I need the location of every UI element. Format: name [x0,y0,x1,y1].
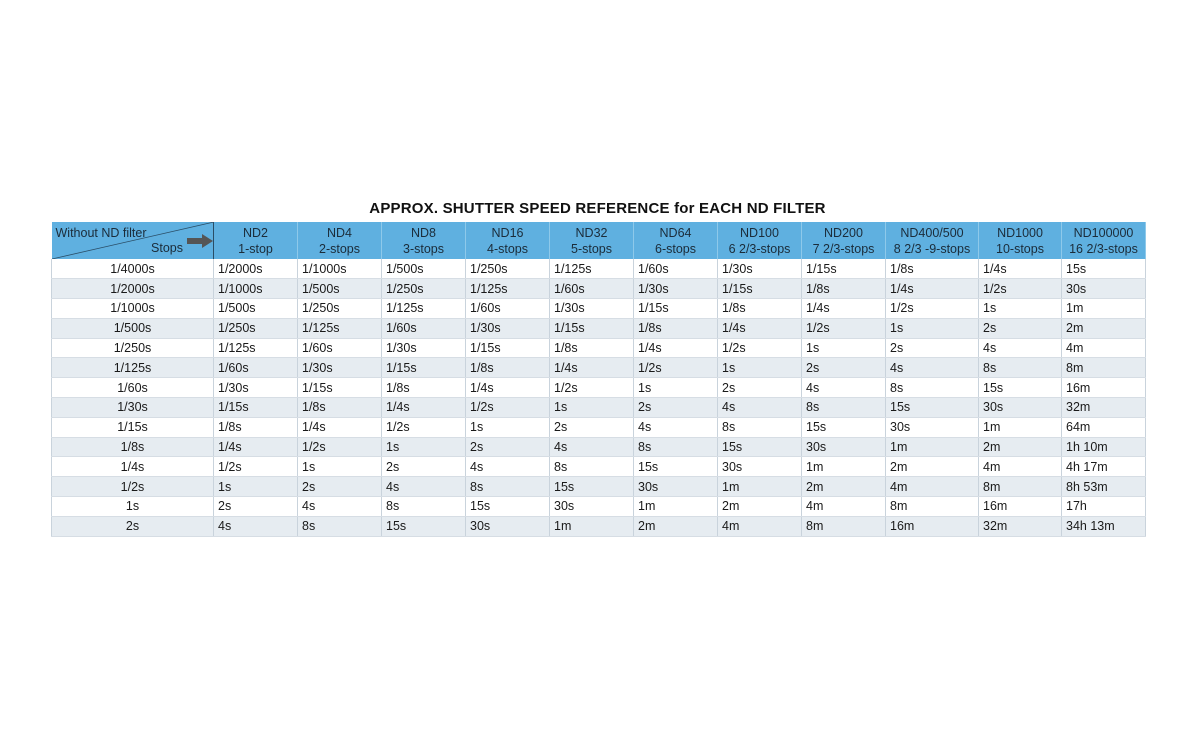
shutter-speed-cell: 1/4s [718,318,802,338]
column-header-nd16 [466,222,550,259]
filter-stops: 6 2/3-stops [728,241,791,256]
shutter-speed-cell: 1s [298,457,382,477]
shutter-speed-cell: 4s [802,378,886,398]
column-header-nd4 [298,222,382,259]
shutter-speed-cell: 1/8s [550,338,634,358]
shutter-speed-cell: 1/30s [466,318,550,338]
shutter-speed-cell: 8m [1062,358,1146,378]
filter-name: ND400/500 [900,225,964,240]
column-header-nd100000 [1062,222,1146,259]
shutter-speed-cell: 30s [886,417,979,437]
base-shutter-cell: 1/2000s [52,279,214,299]
shutter-speed-cell: 16m [886,516,979,536]
shutter-speed-cell: 1/250s [466,259,550,279]
shutter-speed-cell: 1/8s [802,279,886,299]
shutter-speed-cell: 8s [466,477,550,497]
shutter-speed-cell: 1/4s [634,338,718,358]
shutter-speed-cell: 30s [466,516,550,536]
shutter-speed-cell: 1s [214,477,298,497]
table-row [52,299,1146,319]
shutter-speed-cell: 8s [634,437,718,457]
shutter-speed-cell: 8s [979,358,1062,378]
base-shutter-cell: 1/15s [52,417,214,437]
shutter-speed-cell: 1/2s [550,378,634,398]
shutter-speed-cell: 1/8s [718,299,802,319]
filter-stops: 1-stop [238,241,273,256]
shutter-speed-cell: 1h 10m [1062,437,1146,457]
filter-stops: 10-stops [996,241,1044,256]
shutter-speed-cell: 1/8s [298,398,382,418]
shutter-speed-cell: 32m [979,516,1062,536]
shutter-speed-cell: 15s [802,417,886,437]
filter-name: ND64 [659,225,692,240]
shutter-speed-cell: 16m [1062,378,1146,398]
base-shutter-cell: 1/4s [52,457,214,477]
shutter-speed-cell: 4s [550,437,634,457]
shutter-speed-cell: 30s [634,477,718,497]
shutter-speed-cell: 1s [466,417,550,437]
shutter-speed-cell: 1/15s [550,318,634,338]
shutter-speed-cell: 1/2s [718,338,802,358]
shutter-speed-cell: 4s [466,457,550,477]
shutter-speed-cell: 1/4s [979,259,1062,279]
table-row [52,417,1146,437]
table-row [52,516,1146,536]
shutter-speed-cell: 2s [382,457,466,477]
shutter-speed-cell: 4s [382,477,466,497]
shutter-speed-cell: 1/250s [382,279,466,299]
shutter-speed-cell: 1/30s [214,378,298,398]
shutter-speed-cell: 8s [886,378,979,398]
column-header-nd400-500 [886,222,979,259]
shutter-speed-cell: 1/30s [382,338,466,358]
shutter-speed-cell: 1/125s [382,299,466,319]
shutter-speed-cell: 1/500s [214,299,298,319]
shutter-speed-cell: 16m [979,497,1062,517]
corner-label-without-nd: Without ND filter [55,226,147,240]
shutter-speed-cell: 15s [550,477,634,497]
shutter-speed-cell: 32m [1062,398,1146,418]
shutter-speed-cell: 1m [634,497,718,517]
filter-name: ND100 [740,225,779,240]
shutter-speed-cell: 1/2s [886,299,979,319]
table-row [52,477,1146,497]
base-shutter-cell: 2s [52,516,214,536]
column-header-nd32 [550,222,634,259]
shutter-speed-cell: 1/125s [550,259,634,279]
shutter-speed-cell: 1/15s [382,358,466,378]
shutter-speed-cell: 2m [718,497,802,517]
shutter-speed-cell: 1/2s [634,358,718,378]
filter-name: ND100000 [1073,225,1134,240]
shutter-speed-cell: 1/30s [298,358,382,378]
shutter-speed-cell: 34h 13m [1062,516,1146,536]
shutter-speed-cell: 2s [634,398,718,418]
shutter-speed-cell: 8s [550,457,634,477]
shutter-speed-cell: 1s [718,358,802,378]
shutter-speed-cell: 1/30s [718,259,802,279]
base-shutter-cell: 1/500s [52,318,214,338]
shutter-speed-cell: 1/15s [466,338,550,358]
shutter-speed-cell: 2m [802,477,886,497]
shutter-speed-cell: 1/60s [550,279,634,299]
shutter-speed-cell: 1/125s [466,279,550,299]
shutter-speed-cell: 4s [214,516,298,536]
shutter-speed-cell: 1/30s [634,279,718,299]
shutter-speed-cell: 1/60s [382,318,466,338]
shutter-speed-cell: 1/60s [466,299,550,319]
shutter-speed-cell: 1/15s [634,299,718,319]
shutter-speed-cell: 15s [1062,259,1146,279]
shutter-speed-cell: 15s [718,437,802,457]
shutter-speed-cell: 1/2000s [214,259,298,279]
shutter-speed-cell: 1/2s [382,417,466,437]
shutter-speed-cell: 1s [382,437,466,457]
shutter-speed-cell: 1/125s [214,338,298,358]
column-header-nd2 [214,222,298,259]
shutter-speed-cell: 8m [886,497,979,517]
shutter-speed-cell: 8h 53m [1062,477,1146,497]
shutter-speed-cell: 2s [298,477,382,497]
right-arrow-icon [187,234,213,248]
shutter-speed-cell: 1/250s [214,318,298,338]
shutter-speed-cell: 1m [718,477,802,497]
shutter-speed-cell: 1/60s [634,259,718,279]
shutter-speed-cell: 15s [886,398,979,418]
base-shutter-cell: 1/1000s [52,299,214,319]
shutter-speed-cell: 2m [886,457,979,477]
shutter-speed-cell: 4s [886,358,979,378]
table-row [52,338,1146,358]
shutter-speed-cell: 4s [718,398,802,418]
shutter-speed-cell: 1s [550,398,634,418]
filter-stops: 5-stops [571,241,612,256]
shutter-speed-cell: 2m [979,437,1062,457]
shutter-speed-cell: 1/500s [382,259,466,279]
shutter-speed-cell: 2m [1062,318,1146,338]
shutter-speed-cell: 2s [214,497,298,517]
shutter-speed-cell: 1s [886,318,979,338]
shutter-speed-cell: 1/125s [298,318,382,338]
shutter-speed-cell: 1/15s [214,398,298,418]
shutter-speed-cell: 1/2s [298,437,382,457]
shutter-speed-cell: 30s [802,437,886,457]
base-shutter-cell: 1/2s [52,477,214,497]
shutter-speed-cell: 15s [979,378,1062,398]
shutter-speed-cell: 1/1000s [214,279,298,299]
shutter-speed-cell: 1/4s [802,299,886,319]
table-row [52,497,1146,517]
shutter-speed-cell: 1/4s [214,437,298,457]
page-title: APPROX. SHUTTER SPEED REFERENCE for EACH ND FILTER [369,200,826,217]
header-row [52,222,1146,259]
shutter-speed-cell: 1/2s [802,318,886,338]
filter-name: ND200 [824,225,863,240]
filter-stops: 2-stops [319,241,360,256]
filter-name: ND4 [326,225,352,240]
shutter-speed-cell: 4s [634,417,718,437]
shutter-speed-cell: 1/8s [214,417,298,437]
shutter-speed-cell: 1s [634,378,718,398]
table-row [52,358,1146,378]
base-shutter-cell: 1/125s [52,358,214,378]
shutter-speed-cell: 1/4s [550,358,634,378]
corner-label-stops: Stops [151,241,183,255]
filter-name: ND8 [410,225,436,240]
shutter-speed-cell: 1/250s [298,299,382,319]
nd-filter-table [51,222,1146,537]
shutter-speed-cell: 1m [1062,299,1146,319]
shutter-speed-cell: 1/8s [886,259,979,279]
shutter-speed-cell: 1/4s [382,398,466,418]
shutter-speed-cell: 4s [979,338,1062,358]
shutter-speed-cell: 1m [979,417,1062,437]
base-shutter-cell: 1/4000s [52,259,214,279]
shutter-speed-cell: 1/60s [214,358,298,378]
shutter-speed-cell: 1/30s [550,299,634,319]
shutter-speed-cell: 1/15s [298,378,382,398]
shutter-speed-cell: 8m [802,516,886,536]
column-header-nd64 [634,222,718,259]
shutter-speed-cell: 1/500s [298,279,382,299]
shutter-speed-cell: 8s [718,417,802,437]
filter-name: ND32 [575,225,608,240]
shutter-speed-cell: 1/1000s [298,259,382,279]
shutter-speed-cell: 8s [298,516,382,536]
shutter-speed-cell: 15s [382,516,466,536]
corner-header [52,222,214,259]
shutter-speed-cell: 1/15s [718,279,802,299]
shutter-speed-cell: 64m [1062,417,1146,437]
shutter-speed-cell: 1/4s [886,279,979,299]
table-row [52,457,1146,477]
filter-name: ND1000 [997,225,1043,240]
filter-stops: 3-stops [403,241,444,256]
shutter-speed-cell: 4m [979,457,1062,477]
filter-stops: 8 2/3 -9-stops [893,241,971,256]
shutter-speed-cell: 2s [886,338,979,358]
shutter-speed-cell: 1m [802,457,886,477]
shutter-speed-cell: 8m [979,477,1062,497]
shutter-speed-cell: 1/4s [466,378,550,398]
shutter-speed-cell: 1/2s [466,398,550,418]
shutter-speed-cell: 4m [1062,338,1146,358]
base-shutter-cell: 1/60s [52,378,214,398]
shutter-speed-cell: 1/60s [298,338,382,358]
base-shutter-cell: 1/250s [52,338,214,358]
table-row [52,398,1146,418]
shutter-speed-cell: 4m [718,516,802,536]
shutter-speed-cell: 1m [550,516,634,536]
filter-name: ND2 [242,225,268,240]
table-body [52,259,1146,536]
shutter-speed-cell: 4h 17m [1062,457,1146,477]
shutter-speed-cell: 1s [979,299,1062,319]
column-header-nd200 [802,222,886,259]
shutter-speed-cell: 4s [298,497,382,517]
table-row [52,318,1146,338]
shutter-speed-cell: 1/8s [634,318,718,338]
shutter-speed-cell: 1/2s [214,457,298,477]
shutter-speed-cell: 1m [886,437,979,457]
filter-stops: 4-stops [487,241,528,256]
shutter-speed-cell: 15s [634,457,718,477]
shutter-speed-cell: 30s [1062,279,1146,299]
shutter-speed-cell: 1/8s [466,358,550,378]
table-row [52,437,1146,457]
shutter-speed-cell: 2s [466,437,550,457]
shutter-speed-cell: 17h [1062,497,1146,517]
base-shutter-cell: 1/30s [52,398,214,418]
filter-name: ND16 [491,225,524,240]
filter-stops: 16 2/3-stops [1069,241,1138,256]
shutter-speed-cell: 2m [634,516,718,536]
table-row [52,279,1146,299]
shutter-speed-cell: 2s [802,358,886,378]
column-header-nd100 [718,222,802,259]
shutter-speed-cell: 2s [718,378,802,398]
shutter-speed-cell: 2s [979,318,1062,338]
filter-stops: 6-stops [655,241,696,256]
base-shutter-cell: 1s [52,497,214,517]
shutter-speed-cell: 15s [466,497,550,517]
shutter-speed-cell: 1/2s [979,279,1062,299]
column-header-nd1000 [979,222,1062,259]
filter-stops: 7 2/3-stops [812,241,875,256]
shutter-speed-cell: 4m [802,497,886,517]
shutter-speed-cell: 4m [886,477,979,497]
base-shutter-cell: 1/8s [52,437,214,457]
shutter-speed-cell: 2s [550,417,634,437]
column-header-nd8 [382,222,466,259]
shutter-speed-cell: 8s [382,497,466,517]
table-row [52,378,1146,398]
shutter-speed-cell: 30s [718,457,802,477]
shutter-speed-cell: 30s [550,497,634,517]
shutter-speed-cell: 1/15s [802,259,886,279]
shutter-speed-cell: 1/8s [382,378,466,398]
shutter-speed-cell: 1/4s [298,417,382,437]
shutter-speed-cell: 1s [802,338,886,358]
shutter-speed-cell: 8s [802,398,886,418]
shutter-speed-cell: 30s [979,398,1062,418]
table-row [52,259,1146,279]
